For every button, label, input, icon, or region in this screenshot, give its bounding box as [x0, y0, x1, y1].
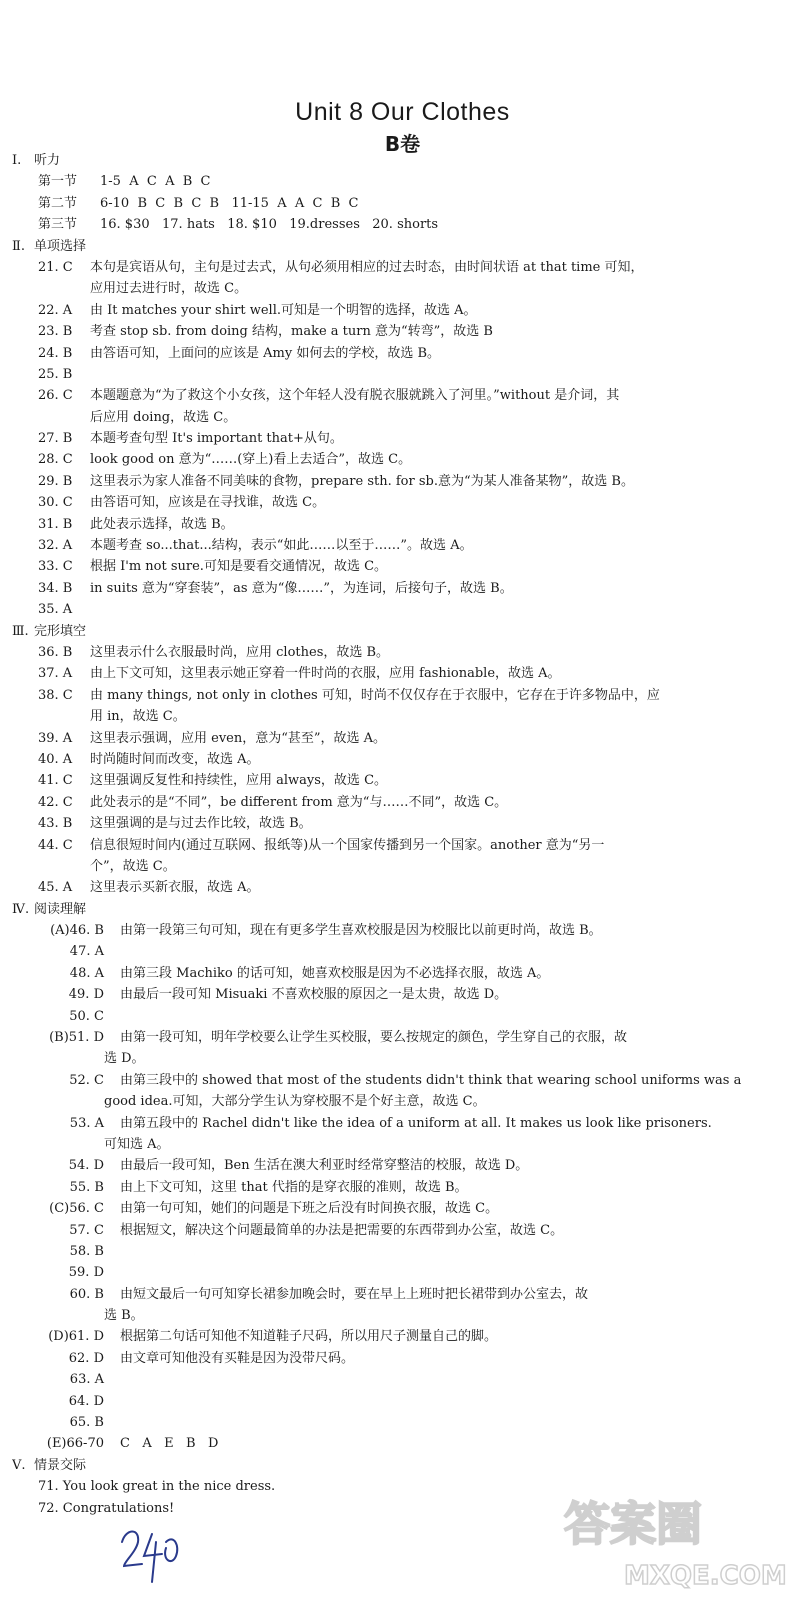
section-number: Ⅱ. — [12, 238, 25, 254]
section-heading — [12, 1455, 792, 1476]
answer-line — [12, 1220, 792, 1241]
answer-line — [12, 1006, 792, 1027]
answer-text: 由第一句可知，她们的问题是下班之后没有时间换衣服，故选 C。 — [120, 1201, 499, 1217]
section-heading — [12, 150, 792, 171]
answer-line — [12, 535, 792, 556]
answer-text: 可知选 A。 — [104, 1136, 170, 1152]
answer-line — [12, 642, 792, 663]
answer-label: 64. D — [68, 1393, 104, 1409]
answer-label: 52. C — [69, 1072, 104, 1088]
answer-label: 37. A — [38, 666, 73, 682]
answer-text: 由上下文可知，这里表示她正穿着一件时尚的衣服，应用 fashionable，故选 A。 — [90, 666, 561, 682]
answer-text: 由 many things, not only in clothes 可知，时尚不仅仅存在于衣服中，它存在于许多物品中，应 — [90, 687, 660, 703]
answer-text: 选 D。 — [104, 1051, 145, 1067]
answer-text: 信息很短时间内(通过互联网、报纸等)从一个国家传播到另一个国家。another 意为“另一 — [90, 837, 605, 853]
answer-line — [12, 1027, 792, 1048]
answer-line — [12, 278, 792, 299]
answer-line — [12, 599, 792, 620]
answer-line — [12, 706, 792, 727]
answer-text: 此处表示选择，故选 B。 — [90, 516, 234, 532]
handwritten-page-number — [118, 1520, 188, 1594]
answer-text: 这里强调反复性和持续性，应用 always，故选 C。 — [90, 773, 388, 789]
answer-text: 由答语可知，上面问的应该是 Amy 如何去的学校，故选 B。 — [90, 345, 441, 361]
svg-text:MXQE.COM: MXQE.COM — [624, 1561, 787, 1591]
answer-text: 这里表示强调，应用 even，意为“甚至”，故选 A。 — [90, 730, 387, 746]
answer-line — [12, 1048, 792, 1069]
answer-line — [12, 1134, 792, 1155]
answer-line — [12, 1326, 792, 1347]
answer-label: (C)56. C — [49, 1201, 104, 1217]
answer-line — [12, 941, 792, 962]
answer-text: 由答语可知，应该是在寻找谁，故选 C。 — [90, 495, 326, 511]
answer-text: 个”，故选 C。 — [90, 858, 176, 874]
answer-label: 54. D — [68, 1158, 104, 1174]
answer-label: 65. B — [69, 1415, 104, 1431]
answer-line — [12, 920, 792, 941]
answer-text: 根据短文，解决这个问题最简单的办法是把需要的东西带到办公室，故选 C。 — [120, 1222, 564, 1238]
answer-line — [12, 877, 792, 898]
answer-content — [12, 150, 792, 1519]
answer-line — [12, 257, 792, 278]
answer-line — [12, 1262, 792, 1283]
answer-label: 47. A — [69, 944, 104, 960]
answer-line — [12, 685, 792, 706]
answer-label: 43. B — [38, 816, 73, 832]
answer-line — [12, 1155, 792, 1176]
answer-text: 这里表示买新衣服，故选 A。 — [90, 880, 260, 896]
answer-text: 根据第二句话可知他不知道鞋子尺码，所以用尺子测量自己的脚。 — [120, 1329, 498, 1345]
answer-text: 由第五段中的 Rachel didn't like the idea of a uniform at all. It makes us look like prisoners. — [120, 1115, 712, 1131]
answer-text: 由第三段 Machiko 的话可知，她喜欢校服是因为不必选择衣服，故选 A。 — [120, 965, 550, 981]
answer-line — [12, 556, 792, 577]
answer-line — [12, 300, 792, 321]
answer-line — [12, 663, 792, 684]
answer-label: 24. B — [38, 345, 73, 361]
answer-label: 33. C — [38, 559, 73, 575]
answer-label: 26. C — [38, 388, 73, 404]
answer-label: 63. A — [69, 1372, 104, 1388]
answer-line — [12, 193, 792, 214]
answer-label: 25. B — [38, 366, 73, 382]
answer-text: in suits 意为“穿套装”，as 意为“像……”，为连词，后接句子，故选 B。 — [90, 580, 513, 596]
answer-label: 35. A — [38, 602, 73, 618]
answer-line — [12, 492, 792, 513]
section-title: 听力 — [34, 153, 61, 168]
answer-line — [12, 1433, 792, 1454]
answer-label: 第三节 — [38, 217, 78, 233]
answer-label: 57. C — [69, 1222, 104, 1238]
answer-label: 38. C — [38, 687, 73, 703]
answer-line — [12, 343, 792, 364]
answer-text: 这里表示为家人准备不同美味的食物，prepare sth. for sb.意为“为某人准备某物”，故选 B。 — [90, 473, 634, 489]
answer-text: 由短文最后一句可知穿长裙参加晚会时，要在早上上班时把长裙带到办公室去，故 — [120, 1286, 589, 1302]
answer-line — [12, 214, 792, 235]
page-subtitle: B卷 — [384, 132, 421, 156]
section-title: 单项选择 — [34, 238, 87, 254]
answer-text: 71. You look great in the nice dress. — [38, 1479, 276, 1495]
answer-label: 40. A — [38, 751, 73, 767]
section-title: 完形填空 — [34, 623, 87, 639]
watermark — [560, 1488, 805, 1598]
answer-label: 53. A — [69, 1115, 104, 1131]
answer-label: (D)61. D — [48, 1329, 104, 1345]
answer-text: 此处表示的是“不同”，be different from 意为“与……不同”，故选 C。 — [90, 794, 508, 810]
answer-label: (B)51. D — [49, 1030, 104, 1046]
answer-label: (E)66-70 — [46, 1436, 104, 1452]
answer-text: 选 B。 — [104, 1308, 144, 1324]
answer-text: 72. Congratulations! — [38, 1500, 175, 1516]
answer-text: 应用过去进行时，故选 C。 — [90, 281, 248, 297]
answer-text: look good on 意为“……(穿上)看上去适合”，故选 C。 — [90, 452, 412, 468]
answer-line — [12, 385, 792, 406]
answer-label: 60. B — [69, 1286, 104, 1302]
answer-line — [12, 1305, 792, 1326]
answer-label: 59. D — [68, 1265, 104, 1281]
answer-label: 27. B — [38, 431, 73, 447]
answer-line — [12, 749, 792, 770]
answer-text: 16. $30 17. hats 18. $10 19.dresses 20. shorts — [100, 217, 439, 233]
section-heading — [12, 236, 792, 257]
answer-label: 21. C — [38, 259, 73, 275]
answer-text: C A E B D — [120, 1436, 219, 1452]
answer-text: 本题考查句型 It's important that+从句。 — [90, 431, 343, 447]
answer-text: 这里强调的是与过去作比较，故选 B。 — [90, 816, 312, 832]
answer-text: 由第一段第三句可知，现在有更多学生喜欢校服是因为校服比以前更时尚，故选 B。 — [120, 923, 602, 939]
answer-line — [12, 428, 792, 449]
section-heading — [12, 621, 792, 642]
answer-line — [12, 1070, 792, 1091]
answer-line — [12, 171, 792, 192]
answer-line — [12, 321, 792, 342]
answer-text: 这里表示什么衣服最时尚，应用 clothes，故选 B。 — [90, 644, 390, 660]
answer-line — [12, 813, 792, 834]
section-number: Ⅲ. — [12, 623, 29, 639]
answer-label: 45. A — [38, 880, 73, 896]
answer-line — [12, 1412, 792, 1433]
answer-line — [12, 1177, 792, 1198]
answer-line — [12, 835, 792, 856]
answer-text: good idea.可知，大部分学生认为穿校服不是个好主意，故选 C。 — [104, 1094, 486, 1110]
answer-label: 28. C — [38, 452, 73, 468]
answer-line — [12, 792, 792, 813]
answer-label: 第二节 — [38, 195, 78, 211]
answer-line — [12, 1198, 792, 1219]
answer-line — [12, 1241, 792, 1262]
answer-line — [12, 578, 792, 599]
answer-label: 49. D — [68, 987, 104, 1003]
answer-label: (A)46. B — [50, 923, 104, 939]
answer-label: 55. B — [69, 1179, 104, 1195]
answer-line — [12, 856, 792, 877]
answer-line — [12, 1091, 792, 1112]
section-title: 情景交际 — [34, 1457, 87, 1473]
answer-label: 23. B — [38, 324, 73, 340]
answer-label: 29. B — [38, 473, 73, 489]
answer-text: 由第三段中的 showed that most of the students didn't think that wearing school uniforms was a — [120, 1072, 742, 1088]
answer-text: 由最后一段可知，Ben 生活在澳大利亚时经常穿整洁的校服，故选 D。 — [120, 1158, 529, 1174]
section-title: 阅读理解 — [34, 901, 87, 917]
section-number: Ⅰ. — [12, 153, 22, 168]
answer-line — [12, 1369, 792, 1390]
answer-text: 本题题意为“为了救这个小女孩，这个年轻人没有脱衣服就跳入了河里。”without 是介词，其 — [90, 388, 620, 404]
answer-text: 6-10 B C B C B 11-15 A A C B C — [100, 195, 359, 211]
answer-line — [12, 407, 792, 428]
section-number: Ⅳ. — [12, 901, 30, 917]
answer-label: 42. C — [38, 794, 73, 810]
answer-text: 根据 I'm not sure.可知是要看交通情况，故选 C。 — [90, 559, 388, 575]
answer-line — [12, 728, 792, 749]
answer-label: 41. C — [38, 773, 73, 789]
answer-label: 36. B — [38, 644, 73, 660]
answer-text: 考查 stop sb. from doing 结构，make a turn 意为“转弯”，故选 B — [90, 324, 493, 340]
answer-text: 由 It matches your shirt well.可知是一个明智的选择，故选 A。 — [90, 302, 477, 318]
answer-text: 由上下文可知，这里 that 代指的是穿衣服的准则，故选 B。 — [120, 1179, 468, 1195]
answer-label: 58. B — [69, 1243, 104, 1259]
answer-line — [12, 449, 792, 470]
answer-label: 第一节 — [38, 174, 78, 190]
answer-label: 50. C — [69, 1008, 104, 1024]
answer-label: 48. A — [69, 965, 104, 981]
answer-line — [12, 1348, 792, 1369]
answer-text: 时尚随时间而改变，故选 A。 — [90, 751, 260, 767]
svg-text:答案圈: 答案圈 — [564, 1497, 702, 1551]
answer-text: 本题考查 so...that...结构，表示“如此……以至于……”。故选 A。 — [90, 538, 473, 554]
answer-text: 由第一段可知，明年学校要么让学生买校服，要么按规定的颜色，学生穿自己的衣服，故 — [120, 1030, 628, 1046]
answer-line — [12, 364, 792, 385]
answer-label: 31. B — [38, 516, 73, 532]
answer-line — [12, 984, 792, 1005]
answer-text: 本句是宾语从句，主句是过去式，从句必须用相应的过去时态，由时间状语 at that time 可知， — [90, 259, 644, 275]
answer-text: 由文章可知他没有买鞋是因为没带尺码。 — [120, 1350, 355, 1366]
section-heading — [12, 899, 792, 920]
answer-text: 由最后一段可知 Misuaki 不喜欢校服的原因之一是太贵，故选 D。 — [120, 987, 508, 1003]
answer-line — [12, 471, 792, 492]
answer-label: 22. A — [38, 302, 73, 318]
page-title: Unit 8 Our Clothes — [295, 98, 510, 126]
answer-label: 62. D — [68, 1350, 104, 1366]
answer-text: 用 in，故选 C。 — [90, 709, 186, 725]
answer-line — [12, 963, 792, 984]
answer-line — [12, 514, 792, 535]
answer-label: 44. C — [38, 837, 73, 853]
answer-label: 32. A — [38, 538, 73, 554]
answer-label: 30. C — [38, 495, 73, 511]
answer-line — [12, 770, 792, 791]
answer-line — [12, 1391, 792, 1412]
answer-line — [12, 1284, 792, 1305]
answer-label: 34. B — [38, 580, 73, 596]
answer-label: 39. A — [38, 730, 73, 746]
section-number: Ⅴ. — [12, 1457, 26, 1473]
answer-text: 后应用 doing，故选 C。 — [90, 409, 237, 425]
answer-line — [12, 1113, 792, 1134]
answer-text: 1-5 A C A B C — [100, 174, 211, 190]
